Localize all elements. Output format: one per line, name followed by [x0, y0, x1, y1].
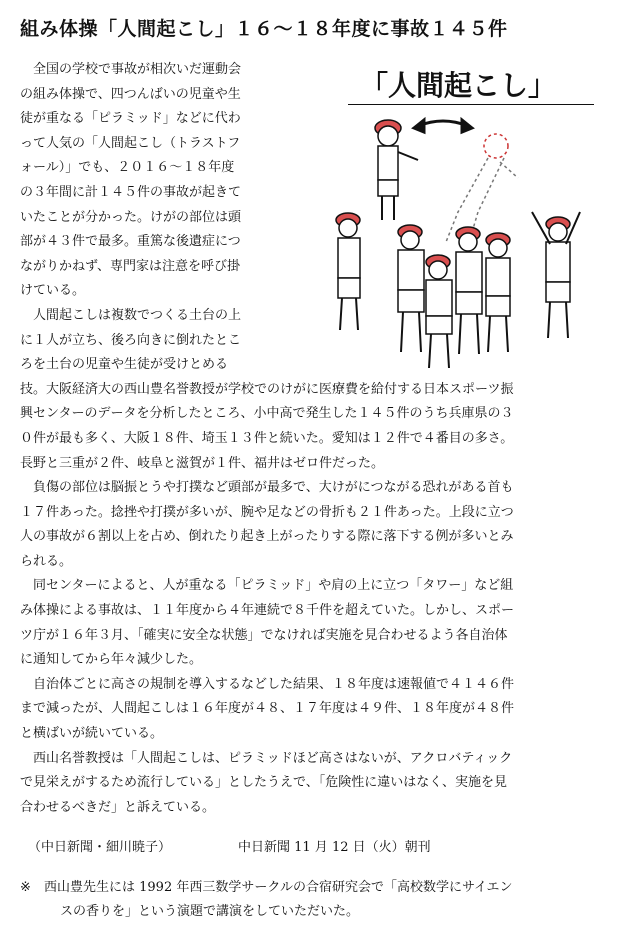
article-line: ォール）」でも、２０１６～１８年度 [20, 160, 235, 176]
article-line: 興センターのデータを分析したところ、小中高で発生した１４５件のうち兵庫県の３ [20, 406, 514, 422]
article-line: に１人が立ち、後ろ向きに倒れたとこ [20, 332, 242, 348]
illustration-title: 「人間起こし」 [360, 69, 557, 102]
article-line: 自治体ごとに高さの規制を導入するなどした結果、１８年度は速報値で４１４６件 [33, 676, 515, 692]
article-line: と横ばいが続いている。 [20, 726, 164, 742]
article-line: 技。大阪経済大の西山豊名誉教授が学校でのけがに医療費を給付する日本スポーツ振 [20, 381, 514, 397]
article-line: 人間起こしは複数でつくる土台の上 [33, 307, 242, 323]
article-line: １７件あった。捻挫や打撲が多いが、腕や足などの骨折も２１件あった。上段に立つ [20, 504, 514, 520]
article-line: けている。 [20, 283, 86, 299]
article-body [20, 58, 620, 820]
article-line: に通知してから年々減少した。 [20, 652, 203, 668]
article-line: 合わせるべきだ」と訴えている。 [20, 799, 216, 815]
article-line: 同センターによると、人が重なる「ピラミッド」や肩の上に立つ「タワー」など組 [33, 578, 514, 594]
article-line: 負傷の部位は脳振とうや打撲など頭部が最多で、大けがにつながる恐れがある首も [33, 480, 514, 496]
footnote-line: スの香りを」という演題で講演をしていただいた。 [60, 904, 360, 919]
article-line: 長野と三重が２件、岐阜と滋賀が１件、福井はゼロ件だった。 [20, 455, 385, 471]
headline: 組み体操「人間起こし」１６～１８年度に事故１４５件 [20, 18, 508, 40]
footnote-mark: ※ [20, 880, 31, 895]
article-line: られる。 [20, 553, 73, 569]
author-credit: （中日新聞・細川暁子） [28, 840, 172, 855]
article-line: ０件が最も多く、大阪１８件、埼玉１３件と続いた。愛知は１２件で４番目の多さ。 [20, 430, 514, 446]
article-line: み体操による事故は、１１年度から４年連続で８千件を超えていた。しかし、スポー [20, 603, 515, 619]
article-line: 部が４３件で最多。重篤な後遺症につ [20, 234, 241, 250]
article-line: 全国の学校で事故が相次いだ運動会 [33, 62, 242, 77]
source-citation: 中日新聞 11 月 12 日（火）朝刊 [238, 840, 431, 855]
footnote-line: 西山豊先生には 1992 年西三数学サークルの合宿研究会で「高校数学にサイエン [44, 880, 513, 895]
article-line: って人気の「人間起こし（トラストフ [20, 135, 241, 151]
article-line: 徒が重なる「ピラミッド」などに代わ [20, 111, 241, 127]
article-line: 西山名誉教授は「人間起こしは、ピラミッドほど高さはないが、アクロバティック [33, 750, 513, 766]
article-line: の３年間に計１４５件の事故が起きて [20, 184, 242, 200]
footnote [20, 876, 513, 924]
article-line: ろを土台の児童や生徒が受けとめる [20, 357, 229, 373]
article-line: ツ庁が１６年３月、「確実に安全な状態」でなければ実施を見合わせるよう各自治体 [20, 627, 508, 643]
article-line: 人の事故が６割以上を占め、倒れたり起き上がったりする際に落下する例が多いとみ [20, 529, 514, 545]
article-line: まで減ったが、人間起こしは１６年度が４８、１７年度は４９件、１８年度が４８件 [20, 701, 515, 717]
article-line: いたことが分かった。けがの部位は頭 [20, 209, 242, 225]
article-line: ながりかねず、専門家は注意を呼び掛 [20, 258, 240, 274]
article-line: で見栄えがするため流行している」としたうえで、「危険性に違いはなく、実施を見 [20, 775, 507, 791]
article-line: の組み体操で、四つんばいの児童や生 [20, 86, 241, 102]
